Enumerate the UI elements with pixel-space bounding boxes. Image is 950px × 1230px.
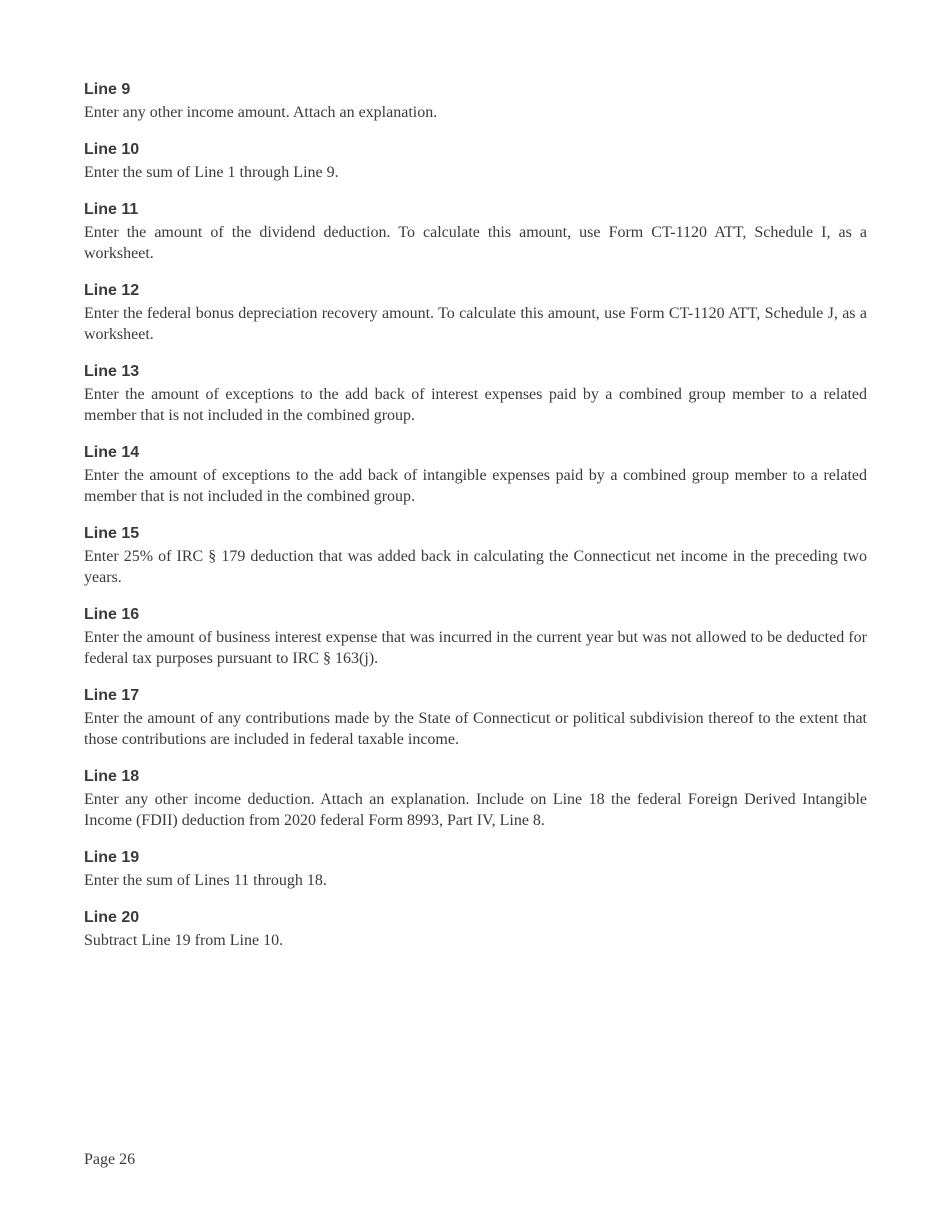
section-line-17 [84, 686, 867, 750]
section-text: Enter the federal bonus depreciation recovery amount. To calculate this amount, use Form CT-1120 ATT, Schedule J, as a worksheet. [84, 305, 867, 343]
section-text: Subtract Line 19 from Line 10. [84, 932, 284, 949]
section-line-18 [84, 767, 867, 831]
section-heading: Line 16 [84, 606, 140, 623]
section-text: Enter the amount of the dividend deduction. To calculate this amount, use Form CT-1120 ATT, Schedule I, as a worksheet. [84, 224, 867, 262]
section-heading: Line 11 [84, 201, 139, 218]
document-page [84, 80, 867, 968]
section-text: Enter any other income deduction. Attach an explanation. Include on Line 18 the federal Foreign Derived Intangible Income (FDII) deduction from 2020 federal Form 8993, Part IV, Line 8. [84, 791, 867, 829]
page-number: Page 26 [84, 1151, 136, 1168]
section-heading: Line 19 [84, 849, 140, 866]
section-line-9 [84, 80, 867, 123]
section-line-15 [84, 524, 867, 588]
section-heading: Line 10 [84, 141, 140, 158]
section-heading: Line 9 [84, 81, 131, 98]
section-line-10 [84, 140, 867, 183]
section-heading: Line 12 [84, 282, 140, 299]
section-text: Enter any other income amount. Attach an explanation. [84, 104, 438, 121]
section-line-16 [84, 605, 867, 669]
section-text: Enter the amount of exceptions to the add back of interest expenses paid by a combined group member to a related member that is not included in the combined group. [84, 386, 867, 424]
section-heading: Line 17 [84, 687, 140, 704]
section-text: Enter the sum of Line 1 through Line 9. [84, 164, 339, 181]
section-line-19 [84, 848, 867, 891]
section-text: Enter 25% of IRC § 179 deduction that was added back in calculating the Connecticut net income in the preceding two years. [84, 548, 867, 586]
section-text: Enter the sum of Lines 11 through 18. [84, 872, 327, 889]
section-heading: Line 14 [84, 444, 140, 461]
section-line-20 [84, 908, 867, 951]
section-line-11 [84, 200, 867, 264]
section-text: Enter the amount of business interest expense that was incurred in the current year but was not allowed to be deducted for federal tax purposes pursuant to IRC § 163(j). [84, 629, 867, 667]
section-heading: Line 13 [84, 363, 140, 380]
section-heading: Line 18 [84, 768, 140, 785]
section-line-14 [84, 443, 867, 507]
section-text: Enter the amount of exceptions to the add back of intangible expenses paid by a combined group member to a related member that is not included in the combined group. [84, 467, 867, 505]
section-line-12 [84, 281, 867, 345]
section-text: Enter the amount of any contributions made by the State of Connecticut or political subdivision thereof to the extent that those contributions are included in federal taxable income. [84, 710, 867, 748]
section-line-13 [84, 362, 867, 426]
section-heading: Line 20 [84, 909, 140, 926]
section-heading: Line 15 [84, 525, 140, 542]
